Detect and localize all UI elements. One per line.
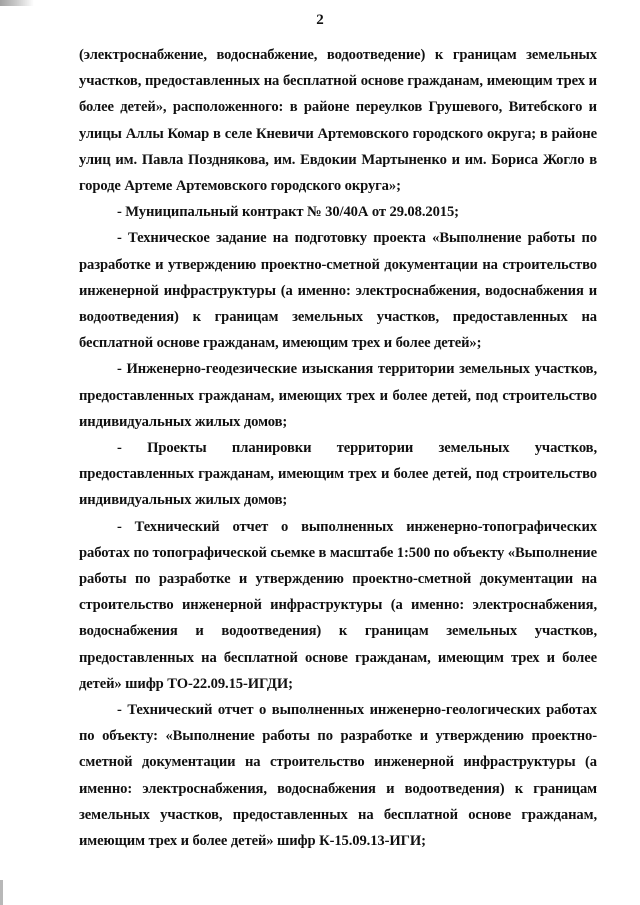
paragraph-technical-assignment: - Техническое задание на подготовку проекта «Выполнение работы по разработке и утверждению проектно-сметной документации на строительство инженерной инфраструктуры (а именно: электроснабжения, водоснабжения и водоотведения) к границам земельных участков, предоставленных на бесплатной основе гражданам, имеющим трех и более детей»;	[79, 230, 597, 352]
paragraph-geodetic-surveys: - Инженерно-геодезические изыскания территории земельных участков, предоставленных гражданам, имеющих трех и более детей, под строительство индивидуальных жилых домов;	[79, 361, 597, 430]
paragraph-continuation: (электроснабжение, водоснабжение, водоотведение) к границам земельных участков, предоставленных на бесплатной основе гражданам, имеющим трех и более детей», расположенного: в районе переулков Грушевого, Витебского и улицы Аллы Комар в селе Кневичи Артемовского городского округа; в районе улиц им. Павла Позднякова, им. Евдокии Мартыненко и им. Бориса Жогло в городе Артеме Артемовского городского округа»;	[79, 47, 597, 195]
paragraph-planning-projects: - Проекты планировки территории земельных участков, предоставленных гражданам, имеющим трех и более детей, под строительство индивидуальных жилых домов;	[79, 440, 597, 509]
paragraph-topographic-report: - Технический отчет о выполненных инженерно-топографических работах по топографической сьемке в масштабе 1:500 по объекту «Выполнение работы по разработке и утверждению проектно-сметной документации на строительство инженерной инфраструктуры (а именно: электроснабжения, водоснабжения и водоотведения) к границам земельных участков, предоставленных на бесплатной основе гражданам, имеющим трех и более детей» шифр ТО-22.09.15-ИГДИ;	[79, 518, 597, 692]
paragraph-contract: - Муниципальный контракт № 30/40А от 29.08.2015;	[117, 204, 459, 221]
document-body	[79, 42, 597, 854]
scan-artifact	[0, 0, 34, 6]
paragraph-geological-report: - Технический отчет о выполненных инженерно-геологических работах по объекту: «Выполнение работы по разработке и утверждению проектно-сметной документации на строительство инженерной инфраструктуры (а именно: электроснабжения, водоснабжения и водоотведения) к границам земельных участков, предоставленных на бесплатной основе гражданам, имеющим трех и более детей» шифр К-15.09.13-ИГИ;	[79, 702, 597, 850]
scan-edge-artifact	[0, 880, 3, 905]
page-number: 2	[316, 12, 324, 28]
